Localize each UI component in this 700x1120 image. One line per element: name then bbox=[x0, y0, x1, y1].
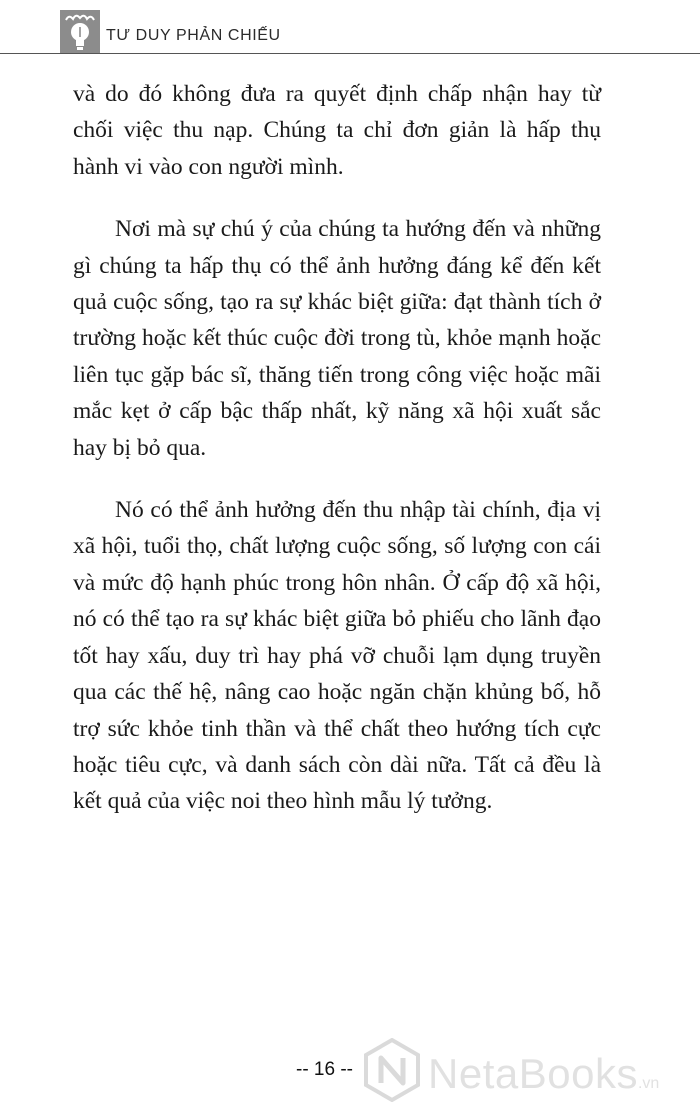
watermark-suffix: .vn bbox=[637, 1075, 660, 1092]
running-header-title: TƯ DUY PHẢN CHIẾU bbox=[106, 27, 281, 44]
netabooks-watermark bbox=[362, 1032, 698, 1112]
netabooks-logo-icon bbox=[362, 1038, 422, 1102]
lightbulb-logo-icon bbox=[60, 10, 100, 54]
paragraph-3: Nó có thể ảnh hưởng đến thu nhập tài chính, địa vị xã hội, tuổi thọ, chất lượng cuộc sống, số lượng con cái và mức độ hạnh phúc trong hôn nhân. Ở cấp độ xã hội, nó có thể tạo ra sự khác biệt giữa bỏ phiếu cho lãnh đạo tốt hay xấu, duy trì hay phá vỡ chuỗi lạm dụng truyền qua các thế hệ, nâng cao hoặc ngăn chặn khủng bố, hỗ trợ sức khỏe tinh thần và thể chất theo hướng tích cực hoặc tiêu cực, và danh sách còn dài nữa. Tất cả đều là kết quả của việc noi theo hình mẫu lý tưởng. bbox=[73, 497, 601, 815]
paragraph-2: Nơi mà sự chú ý của chúng ta hướng đến và những gì chúng ta hấp thụ có thể ảnh hưởng đáng kể đến kết quả cuộc sống, tạo ra sự khác biệt giữa: đạt thành tích ở trường hoặc kết thúc cuộc đời trong tù, khỏe mạnh hoặc liên tục gặp bác sĩ, thăng tiến trong công việc hoặc mãi mắc kẹt ở cấp bậc thấp nhất, kỹ năng xã hội xuất sắc hay bị bỏ qua. bbox=[73, 216, 601, 461]
watermark-brand bbox=[428, 1050, 659, 1098]
page-header bbox=[0, 0, 700, 62]
watermark-brand-name: NetaBooks bbox=[428, 1050, 638, 1097]
body-text bbox=[73, 76, 601, 846]
header-divider bbox=[0, 53, 700, 54]
page-number: -- 16 -- bbox=[296, 1059, 353, 1080]
paragraph-1: và do đó không đưa ra quyết định chấp nhận hay từ chối việc thu nạp. Chúng ta chỉ đơn giản là hấp thụ hành vi vào con người mình. bbox=[73, 81, 601, 180]
